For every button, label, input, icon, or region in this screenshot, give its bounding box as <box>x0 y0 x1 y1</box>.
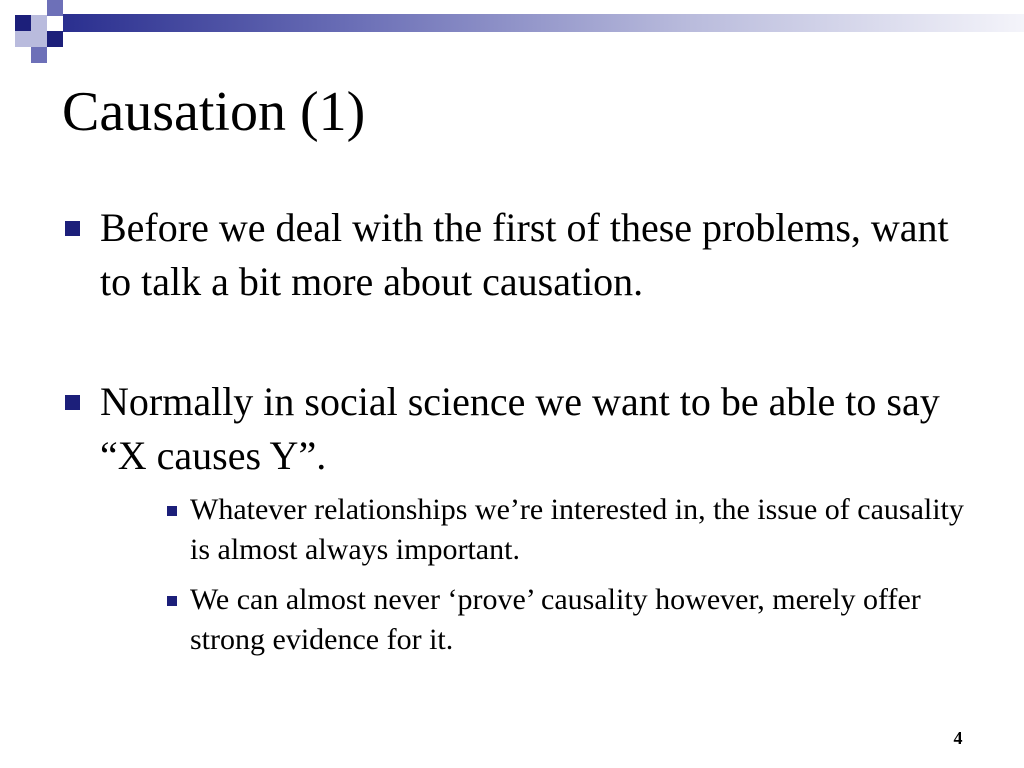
decorative-square <box>31 15 47 31</box>
bullet-text: Before we deal with the first of these problems, want to talk a bit more about causation. <box>100 205 949 304</box>
sub-bullet-item <box>190 580 980 660</box>
square-bullet-icon <box>65 395 80 410</box>
square-bullet-icon <box>167 596 177 606</box>
decorative-square <box>15 15 31 31</box>
sub-bullet-item <box>190 490 980 570</box>
decorative-square <box>47 0 63 16</box>
sub-bullet-text: Whatever relationships we’re interested in, the issue of causality is almost always important. <box>190 493 964 566</box>
header-decoration <box>0 0 1024 60</box>
bullet-item <box>100 201 980 309</box>
square-bullet-icon <box>167 506 177 516</box>
slide-title: Causation (1) <box>62 81 366 143</box>
header-gradient-bar <box>63 14 1024 32</box>
decorative-square <box>47 31 63 47</box>
sub-bullet-text: We can almost never ‘prove’ causality however, merely offer strong evidence for it. <box>190 583 921 656</box>
bullet-text: Normally in social science we want to be able to say “X causes Y”. <box>100 379 940 478</box>
bullet-item <box>100 375 980 483</box>
decorative-square <box>31 47 47 63</box>
decorative-square <box>31 31 47 47</box>
square-bullet-icon <box>65 221 80 236</box>
slide-number: 4 <box>953 728 963 748</box>
decorative-square <box>15 31 31 47</box>
